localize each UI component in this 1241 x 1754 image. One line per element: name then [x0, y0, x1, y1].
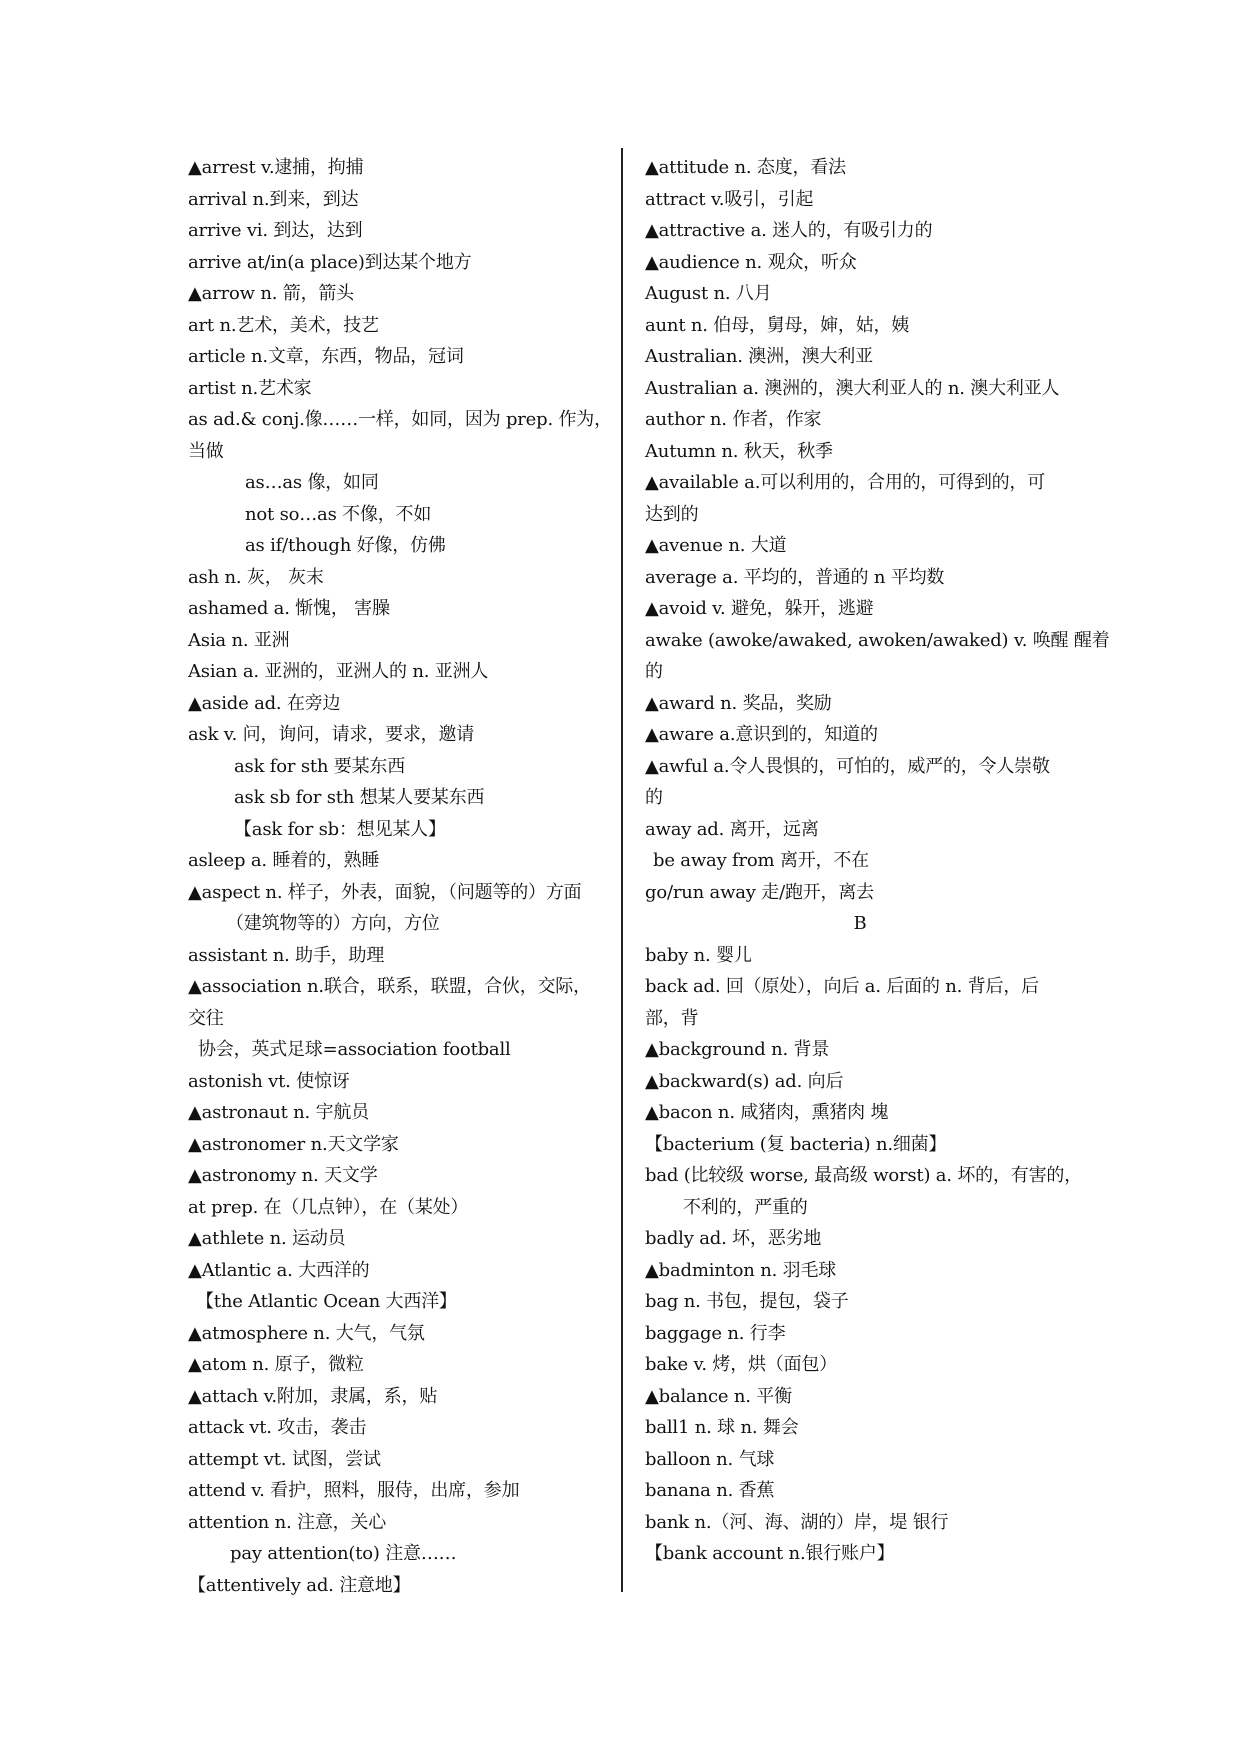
vocab-entry: baggage n. 行李 [645, 1322, 786, 1344]
vocab-entry: ▲astronomy n. 天文学 [188, 1165, 378, 1186]
vocab-entry: 达到的 [645, 503, 699, 525]
vocab-entry: 【attentively ad. 注意地】 [188, 1574, 411, 1596]
vocab-entry: August n. 八月 [645, 283, 772, 304]
vocab-entry: ▲atmosphere n. 大气，气氛 [188, 1322, 425, 1344]
vocab-entry: ▲available a.可以利用的，合用的，可得到的，可 [645, 472, 1046, 493]
vocab-entry: 协会，英式足球=association football [198, 1039, 511, 1060]
vocab-entry: aunt n. 伯母，舅母，婶，姑，姨 [645, 314, 910, 336]
vocab-entry: Australian a. 澳洲的，澳大利亚人的 n. 澳大利亚人 [645, 377, 1060, 399]
vocab-entry: assistant n. 助手，助理 [188, 944, 385, 966]
vocab-entry: ask for sth 要某东西 [234, 755, 406, 777]
vocab-entry: 部，背 [645, 1007, 699, 1029]
vocab-entry: ▲astronomer n.天文学家 [188, 1133, 399, 1155]
vocab-entry: awake (awoke/awaked, awoken/awaked) v. 唤醒 醒着 [645, 629, 1110, 651]
vocab-entry: ▲badminton n. 羽毛球 [645, 1259, 837, 1281]
vocab-entry: 当做 [188, 440, 224, 462]
vocab-entry: as if/though 好像，仿佛 [245, 535, 446, 556]
vocab-entry: ▲award n. 奖品，奖励 [645, 692, 832, 714]
vocab-entry: （建筑物等的）方向，方位 [226, 913, 440, 934]
vocab-entry: average a. 平均的，普通的 n 平均数 [645, 566, 945, 588]
vocab-entry: ▲awful a.令人畏惧的，可怕的，威严的，令人崇敬 [645, 755, 1050, 777]
vocab-entry: baby n. 婴儿 [645, 944, 752, 966]
vocab-entry: ▲audience n. 观众，听众 [645, 251, 857, 273]
vocab-entry: ▲aside ad. 在旁边 [188, 692, 341, 714]
vocab-entry: as ad.& conj.像……一样，如同，因为 prep. 作为， [188, 409, 612, 430]
vocab-entry: ▲arrow n. 箭，箭头 [188, 283, 354, 304]
vocab-entry: pay attention(to) 注意…… [230, 1543, 457, 1564]
vocab-entry: Australian. 澳洲，澳大利亚 [645, 346, 873, 367]
vocab-entry: ▲avenue n. 大道 [645, 535, 787, 556]
vocab-entry: 【bacterium (复 bacteria) n.细菌】 [645, 1133, 947, 1155]
vocab-entry: 不利的，严重的 [683, 1196, 808, 1218]
vocab-entry: banana n. 香蕉 [645, 1480, 775, 1501]
vocab-entry: artist n.艺术家 [188, 377, 312, 399]
vocab-entry: attention n. 注意，关心 [188, 1511, 387, 1533]
right-column [645, 152, 1110, 1570]
vocab-entry: arrival n.到来，到达 [188, 188, 359, 210]
vocab-entry: article n.文章，东西，物品，冠词 [188, 346, 464, 367]
vocab-entry: ▲arrest v.逮捕，拘捕 [188, 157, 364, 178]
vocab-entry: ▲attitude n. 态度，看法 [645, 157, 846, 178]
vocab-entry: asleep a. 睡着的，熟睡 [188, 850, 380, 871]
vocab-entry: ashamed a. 惭愧， 害臊 [188, 598, 390, 619]
vocab-entry: away ad. 离开，远离 [645, 818, 819, 840]
vocab-entry: ▲aspect n. 样子，外表，面貌，（问题等的）方面 [188, 881, 582, 903]
column-divider [621, 148, 623, 1592]
vocab-entry: Asian a. 亚洲的，亚洲人的 n. 亚洲人 [188, 661, 489, 682]
vocab-entry: ask sb for sth 想某人要某东西 [234, 787, 485, 808]
vocab-entry: ball1 n. 球 n. 舞会 [645, 1417, 799, 1438]
left-column [188, 152, 612, 1601]
vocab-entry: attend v. 看护，照料，服侍，出席，参加 [188, 1480, 520, 1501]
vocab-entry: ▲astronaut n. 宇航员 [188, 1102, 369, 1123]
vocab-entry: ▲aware a.意识到的，知道的 [645, 724, 878, 745]
vocab-entry: Autumn n. 秋天，秋季 [645, 440, 833, 462]
vocab-entry: ▲atom n. 原子，微粒 [188, 1354, 364, 1375]
vocab-entry: ▲bacon n. 咸猪肉，熏猪肉 塊 [645, 1102, 889, 1123]
vocab-entry: arrive at/in(a place)到达某个地方 [188, 251, 472, 273]
vocab-entry: ▲backward(s) ad. 向后 [645, 1070, 844, 1092]
vocab-entry: arrive vi. 到达，达到 [188, 220, 363, 241]
vocab-entry: go/run away 走/跑开，离去 [645, 881, 874, 903]
vocab-entry: ▲attach v.附加，隶属，系，贴 [188, 1385, 438, 1407]
vocab-entry: ▲avoid v. 避免，躲开，逃避 [645, 598, 874, 619]
vocab-entry: art n.艺术，美术，技艺 [188, 314, 379, 336]
vocab-entry: bake v. 烤，烘（面包） [645, 1354, 838, 1375]
vocab-entry: ash n. 灰， 灰末 [188, 566, 324, 588]
vocab-entry: as…as 像，如同 [245, 472, 379, 493]
vocab-entry: balloon n. 气球 [645, 1448, 775, 1470]
vocab-entry: 【ask for sb：想见某人】 [234, 818, 446, 840]
section-letter: B [853, 913, 867, 934]
vocab-entry: 交往 [188, 1007, 224, 1029]
vocab-entry: badly ad. 坏，恶劣地 [645, 1228, 822, 1249]
vocab-entry: back ad. 回（原处），向后 a. 后面的 n. 背后，后 [645, 976, 1039, 997]
vocab-entry: bank n.（河、海、湖的）岸，堤 银行 [645, 1511, 949, 1533]
vocab-entry: 【bank account n.银行账户】 [645, 1543, 895, 1564]
vocab-entry: ▲association n.联合，联系，联盟，合伙，交际， [188, 976, 591, 997]
vocab-entry: 【the Atlantic Ocean 大西洋】 [196, 1291, 457, 1312]
vocab-entry: author n. 作者，作家 [645, 409, 822, 430]
vocab-entry: ▲attractive a. 迷人的，有吸引力的 [645, 220, 933, 241]
vocab-entry: be away from 离开，不在 [653, 850, 869, 871]
vocab-entry: attract v.吸引，引起 [645, 188, 814, 210]
vocab-entry: astonish vt. 使惊讶 [188, 1070, 350, 1092]
vocab-entry: at prep. 在（几点钟），在（某处） [188, 1196, 469, 1218]
vocab-entry: bad (比较级 worse, 最高级 worst) a. 坏的，有害的， [645, 1165, 1082, 1186]
vocab-entry: bag n. 书包，提包，袋子 [645, 1291, 849, 1312]
vocab-entry: ▲athlete n. 运动员 [188, 1228, 346, 1249]
vocab-entry: ▲background n. 背景 [645, 1039, 830, 1060]
vocab-entry: attempt vt. 试图，尝试 [188, 1448, 381, 1470]
vocab-entry: attack vt. 攻击，袭击 [188, 1417, 367, 1438]
vocab-entry: ▲balance n. 平衡 [645, 1385, 792, 1407]
vocab-entry: ▲Atlantic a. 大西洋的 [188, 1259, 370, 1281]
vocab-entry: ask v. 问，询问，请求，要求，邀请 [188, 724, 475, 745]
vocab-entry: not so…as 不像，不如 [245, 503, 432, 525]
vocab-entry: 的 [645, 661, 663, 682]
vocab-entry: 的 [645, 787, 663, 808]
vocab-entry: Asia n. 亚洲 [188, 629, 290, 651]
